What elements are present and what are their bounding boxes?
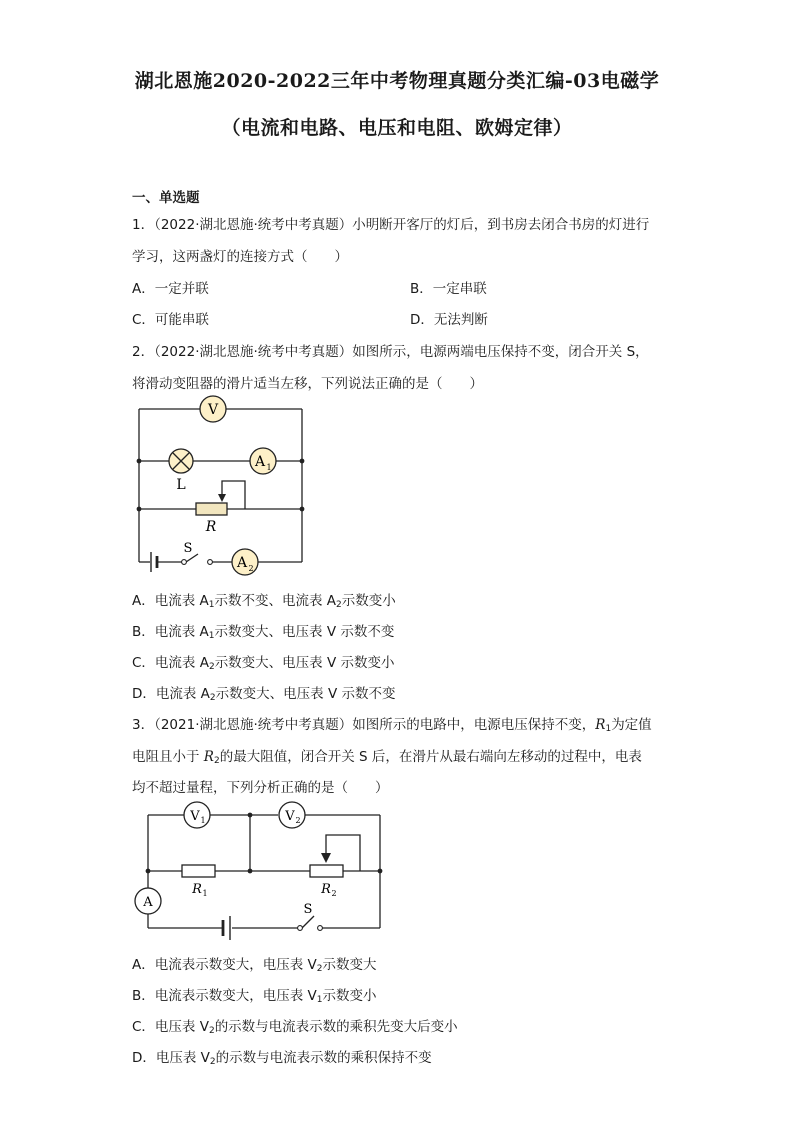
q3-option-d: D．电压表 $V_2$的示数与电流表示数的乘积保持不变 [132, 1050, 432, 1067]
q1-option-a: A．一定并联 [132, 281, 209, 297]
q3-option-b: B．电流表示数变大，电压表 $V_1$示数变小 [132, 988, 377, 1005]
svg-text:V: V [207, 402, 219, 418]
q3-stem-line3: 均不超过量程，下列分析正确的是（ ） [132, 780, 389, 796]
svg-text:A: A [143, 895, 153, 910]
ammeter-a1-icon [250, 448, 276, 474]
lamp-l-icon [169, 449, 193, 473]
switch-label: S [303, 902, 313, 917]
svg-text:1: 1 [200, 816, 206, 825]
q1-option-c: C．可能串联 [132, 312, 209, 328]
q2-option-a: A．电流表 $A_1$示数不变、电流表 $A_2$示数变小 [132, 593, 396, 610]
lamp-label: L [176, 477, 186, 493]
svg-text:A: A [254, 454, 266, 470]
q1-stem-line1: 1．（2022·湖北恩施·统考中考真题）小明断开客厅的灯后，到书房去闭合书房的灯进行 [132, 217, 650, 233]
r1-label: R [192, 882, 202, 897]
switch-label: S [183, 541, 193, 556]
svg-text:2: 2 [295, 816, 301, 825]
doc-title-line1: 湖北恩施2020-2022三年中考物理真题分类汇编-03电磁学 [134, 70, 660, 92]
section-heading: 一、单选题 [132, 190, 200, 206]
ammeter-a2-icon [232, 549, 258, 575]
rheostat-label: R [205, 519, 217, 535]
q3-stem-line2: 电阻且小于 $R_2$的最大阻值，闭合开关 S 后，在滑片从最右端向左移动的过程中，电表 [132, 749, 642, 766]
svg-text:V: V [190, 809, 200, 824]
r2-label: R [321, 882, 331, 897]
q2-stem-line2: 将滑动变阻器的滑片适当左移，下列说法正确的是（ ） [132, 376, 483, 392]
r2-label-sub: 2 [331, 889, 337, 898]
svg-text:V: V [285, 809, 295, 824]
doc-title-line2: （电流和电路、电压和电阻、欧姆定律） [221, 117, 573, 139]
q3-stem-line1: 3．（2021·湖北恩施·统考中考真题）如图所示的电路中，电源电压保持不变，$R_1$为定值 [132, 717, 652, 734]
svg-text:2: 2 [248, 564, 254, 573]
q2-option-d: D．电流表 $A_2$示数变大、电压表 V 示数不变 [132, 686, 396, 703]
q2-stem-line1: 2．（2022·湖北恩施·统考中考真题）如图所示，电源两端电压保持不变，闭合开关 S， [132, 344, 649, 360]
q2-option-c: C．电流表 $A_2$示数变大、电压表 V 示数变小 [132, 655, 395, 672]
svg-text:A: A [236, 555, 248, 571]
q1-option-d: D．无法判断 [410, 312, 488, 328]
q2-circuit-diagram [130, 392, 310, 577]
q3-circuit-diagram [130, 798, 390, 943]
q1-stem-line2: 学习，这两盏灯的连接方式（ ） [132, 249, 348, 265]
voltmeter-v-icon [200, 396, 226, 422]
slider-arrow-icon [218, 494, 226, 502]
q1-option-b: B．一定串联 [410, 281, 487, 297]
q3-option-a: A．电流表示数变大，电压表 $V_2$示数变大 [132, 957, 377, 974]
svg-text:1: 1 [266, 463, 272, 472]
voltmeter-v1-icon [184, 802, 210, 828]
q3-option-c: C．电压表 $V_2$的示数与电流表示数的乘积先变大后变小 [132, 1019, 458, 1036]
r1-label-sub: 1 [202, 889, 208, 898]
q2-option-b: B．电流表 $A_1$示数变大、电压表 V 示数不变 [132, 624, 395, 641]
voltmeter-v2-icon [279, 802, 305, 828]
slider-arrow-icon [321, 853, 331, 863]
ammeter-a-icon [135, 888, 161, 914]
